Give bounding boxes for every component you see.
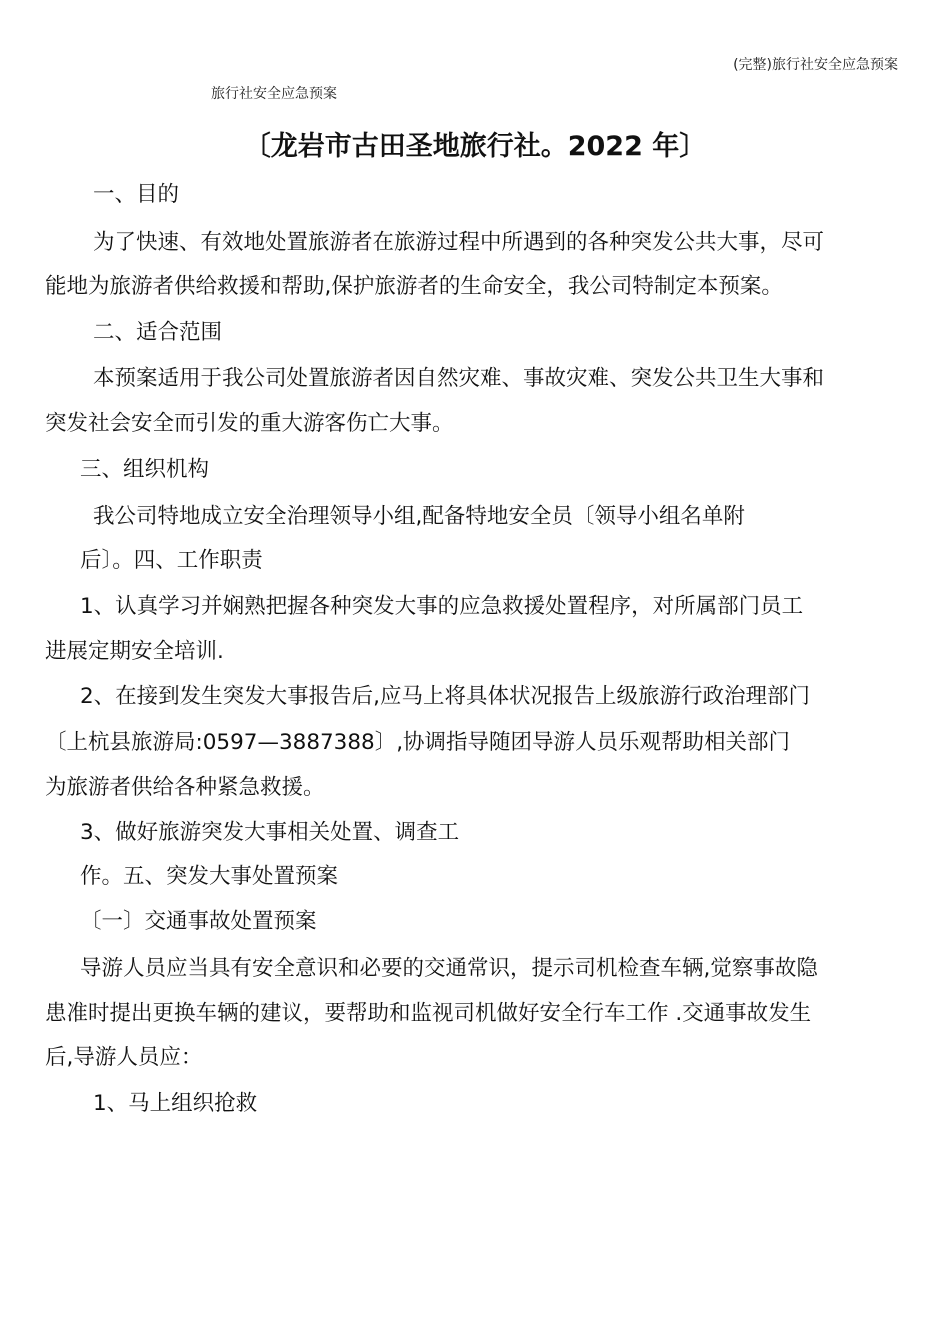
running-header: (完整)旅行社安全应急预案: [733, 57, 898, 73]
paragraph-line: 导游人员应当具有安全意识和必要的交通常识，提示司机检查车辆,觉察事故隐: [80, 956, 818, 981]
paragraph-line: 突发社会安全而引发的重大游客伤亡大事。: [45, 411, 454, 436]
subsection-heading: 〔一〕交通事故处置预案: [80, 909, 317, 934]
paragraph-line: 能地为旅游者供给救援和帮助,保护旅游者的生命安全，我公司特制定本预案。: [45, 274, 783, 299]
paragraph-line: 后〕。四、工作职责: [80, 548, 263, 573]
document-label: 旅行社安全应急预案: [211, 86, 337, 102]
list-item-continuation: 〔上杭县旅游局:0597—3887388〕,协调指导随团导游人员乐观帮助相关部门: [45, 730, 791, 755]
list-item: 1、认真学习并娴熟把握各种突发大事的应急救援处置程序，对所属部门员工: [80, 594, 804, 619]
page-title: 〔龙岩市古田圣地旅行社。2022 年〕: [243, 131, 707, 162]
list-item-continuation: 作。五、突发大事处置预案: [80, 864, 339, 889]
section-heading-purpose: 一、目的: [93, 182, 180, 207]
paragraph-line: 本预案适用于我公司处置旅游者因自然灾难、事故灾难、突发公共卫生大事和: [93, 366, 825, 391]
paragraph-line: 后,导游人员应：: [45, 1045, 203, 1070]
section-heading-scope: 二、适合范围: [93, 320, 223, 345]
paragraph-line: 我公司特地成立安全治理领导小组,配备特地安全员〔领导小组名单附: [93, 504, 745, 529]
list-item: 2、在接到发生突发大事报告后,应马上将具体状况报告上级旅游行政治理部门: [80, 684, 811, 709]
list-item-continuation: 进展定期安全培训.: [45, 639, 224, 664]
list-item-continuation: 为旅游者供给各种紧急救援。: [45, 775, 325, 800]
list-item: 3、做好旅游突发大事相关处置、调查工: [80, 820, 460, 845]
section-heading-organization: 三、组织机构: [80, 457, 210, 482]
paragraph-line: 患准时提出更换车辆的建议，要帮助和监视司机做好安全行车工作 .交通事故发生: [45, 1001, 812, 1026]
list-item: 1、马上组织抢救: [93, 1091, 258, 1116]
paragraph-line: 为了快速、有效地处置旅游者在旅游过程中所遇到的各种突发公共大事，尽可: [93, 230, 825, 255]
